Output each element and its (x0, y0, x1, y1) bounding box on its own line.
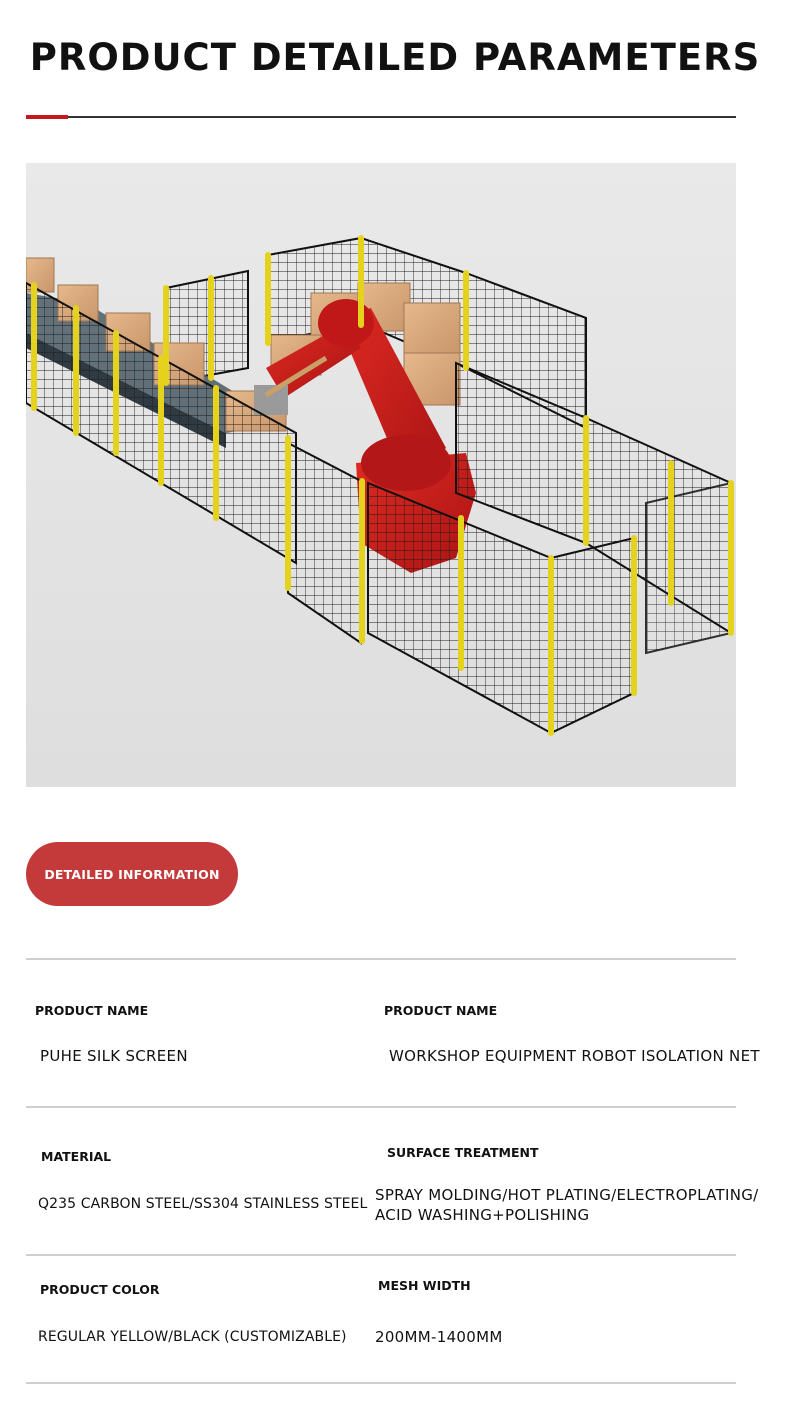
param-value-surface-treatment-line1: SPRAY MOLDING/HOT PLATING/ELECTROPLATING/ (375, 1186, 759, 1204)
param-value-brand: PUHE SILK SCREEN (40, 1047, 188, 1065)
title-divider-accent (26, 115, 68, 119)
detailed-information-button[interactable]: DETAILED INFORMATION (26, 842, 238, 906)
param-label-product-name-2: PRODUCT NAME (384, 1003, 498, 1018)
robot-cell-fence-illustration-icon (26, 163, 736, 787)
param-label-material: MATERIAL (41, 1149, 112, 1164)
table-divider-top (26, 958, 736, 960)
param-value-mesh-width: 200MM-1400MM (375, 1328, 503, 1346)
param-label-mesh-width: MESH WIDTH (378, 1278, 471, 1293)
param-value-surface-treatment-line2: ACID WASHING+POLISHING (375, 1206, 590, 1224)
param-label-surface-treatment: SURFACE TREATMENT (387, 1145, 539, 1160)
product-image (26, 163, 736, 787)
table-divider (26, 1254, 736, 1256)
param-value-material: Q235 CARBON STEEL/SS304 STAINLESS STEEL (38, 1196, 368, 1212)
param-label-product-name: PRODUCT NAME (35, 1003, 149, 1018)
title-divider (26, 116, 736, 118)
param-value-product-color: REGULAR YELLOW/BLACK (CUSTOMIZABLE) (38, 1329, 347, 1345)
table-divider-bottom (26, 1382, 736, 1384)
table-divider (26, 1106, 736, 1108)
page-title: PRODUCT DETAILED PARAMETERS (29, 36, 761, 79)
param-label-product-color: PRODUCT COLOR (40, 1282, 160, 1297)
param-value-product-name: WORKSHOP EQUIPMENT ROBOT ISOLATION NET (389, 1047, 760, 1065)
